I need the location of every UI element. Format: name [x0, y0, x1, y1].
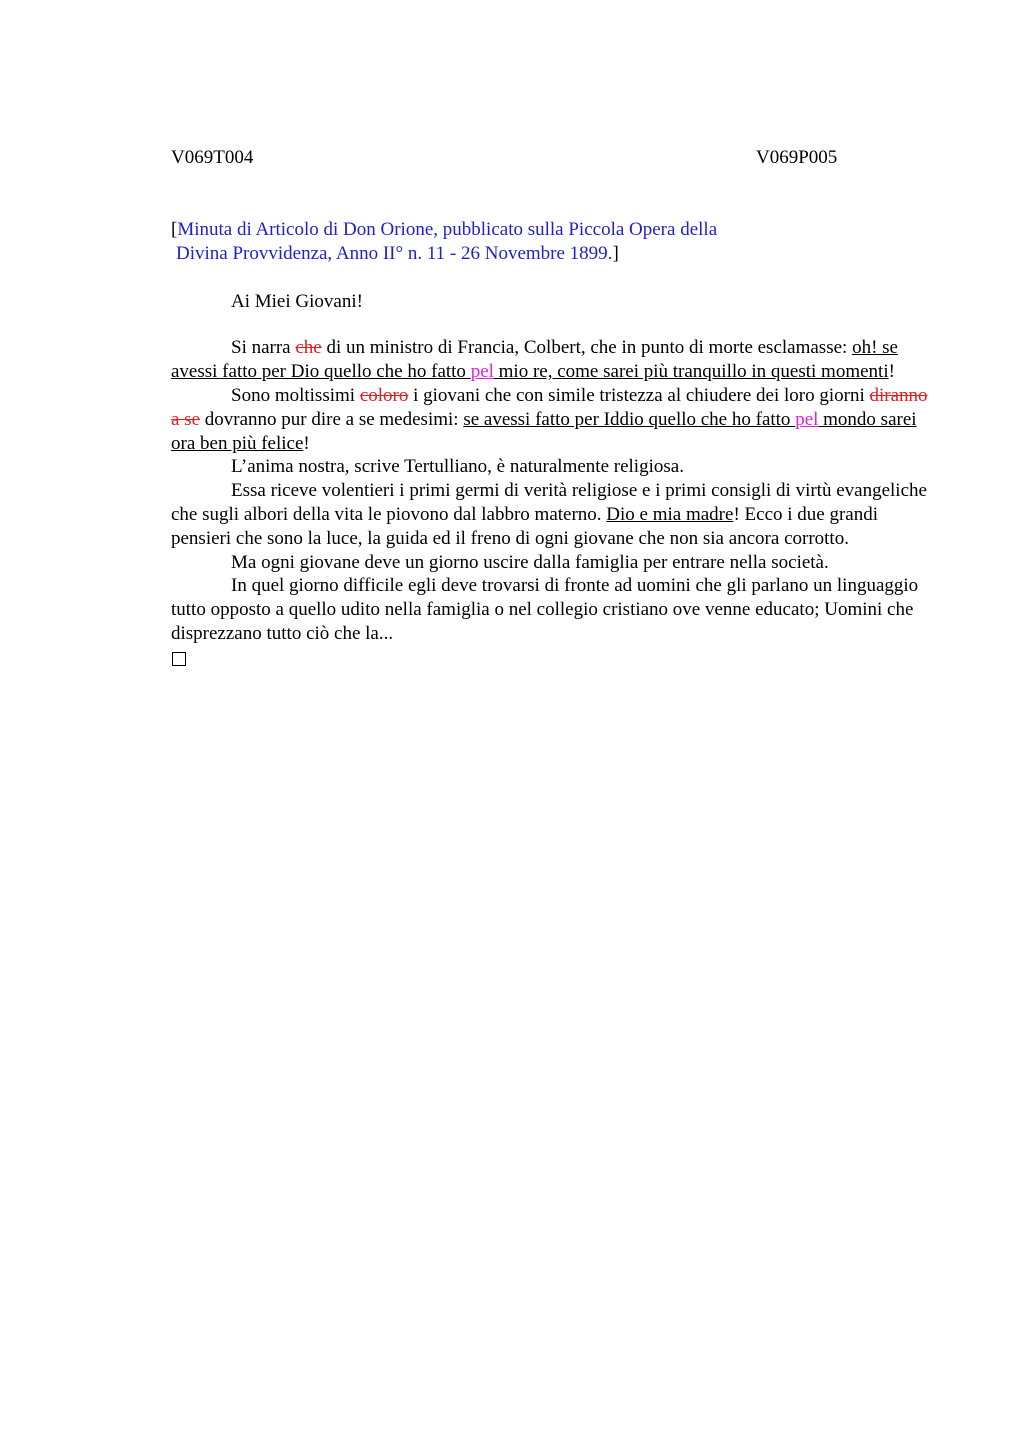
p2-inserted-1: pel: [795, 408, 819, 430]
p2-deleted-1: coloro: [359, 384, 409, 406]
p2-text-2: i giovani che con simile tristezza al chiudere dei loro giorni: [408, 384, 870, 406]
note-line-2-wrap: [171, 242, 931, 266]
note-line-2: Divina Provvidenza, Anno II° n. 11 - 26 Novembre 1899.: [176, 242, 613, 264]
paragraph-5: Ma ogni giovane deve un giorno uscire dalla famiglia per entrare nella società.: [231, 551, 829, 573]
p2-underlined-1: se avessi fatto per Iddio quello che ho fatto: [463, 408, 796, 430]
p1-underlined-1: oh! se avessi fatto per Dio quello che ho fatto: [171, 337, 898, 383]
p1-deleted-1: che: [295, 337, 322, 359]
p2-text-4: !: [303, 432, 310, 454]
code-left: V069T004: [171, 147, 254, 168]
header-codes: [171, 146, 931, 170]
p1-text-2: di un ministro di Francia, Colbert, che in punto di morte esclamasse:: [321, 337, 848, 359]
code-right: V069P005: [756, 147, 838, 168]
document-page: [171, 146, 931, 673]
paragraph-2: [171, 384, 931, 455]
note-line-1: Minuta di Articolo di Don Orione, pubblicato sulla Piccola Opera della: [177, 219, 718, 240]
p4-underlined-1: Dio e mia madre: [606, 503, 734, 525]
p1-underlined-2: mio re, come sarei più tranquillo in questi momenti: [493, 361, 889, 383]
p2-text-3: dovranno pur dire a se medesimi:: [200, 408, 464, 430]
p4-text-2: ! Ecco i due grandi pensieri che sono la luce, la guida ed il freno di ogni giovane che non sia ancora corrotto.: [171, 503, 879, 549]
p2-deleted-2: diranno a se: [171, 384, 928, 430]
note-open-bracket: [: [171, 219, 178, 240]
p1-inserted-1: pel: [470, 361, 494, 383]
editorial-note: [171, 218, 931, 266]
paragraph-4: [171, 479, 931, 550]
paragraph-1: [171, 336, 931, 384]
p1-text-1: Si narra: [231, 337, 296, 359]
p4-text-1: Essa riceve volentieri i primi germi di verità religiose e i primi consigli di virtù evangeliche che sugli albori della vita le piovono dal labbro materno.: [171, 480, 927, 525]
p2-text-1: Sono moltissimi: [231, 384, 360, 406]
empty-box-icon: [172, 652, 186, 666]
end-marker-wrap: [171, 646, 931, 673]
p2-underlined-2: mondo sarei ora ben più felice: [171, 408, 917, 454]
paragraph-6: In quel giorno difficile egli deve trovarsi di fronte ad uomini che gli parlano un linguaggio tutto opposto a quello udito nella famiglia o nel collegio cristiano ove venne educato; Uomini che disprezzano tutto ciò che la...: [171, 575, 919, 644]
p1-text-3: !: [888, 361, 895, 383]
greeting: Ai Miei Giovani!: [231, 290, 363, 312]
paragraph-3: L’anima nostra, scrive Tertulliano, è naturalmente religiosa.: [231, 456, 684, 478]
note-close-bracket: ]: [612, 242, 619, 264]
